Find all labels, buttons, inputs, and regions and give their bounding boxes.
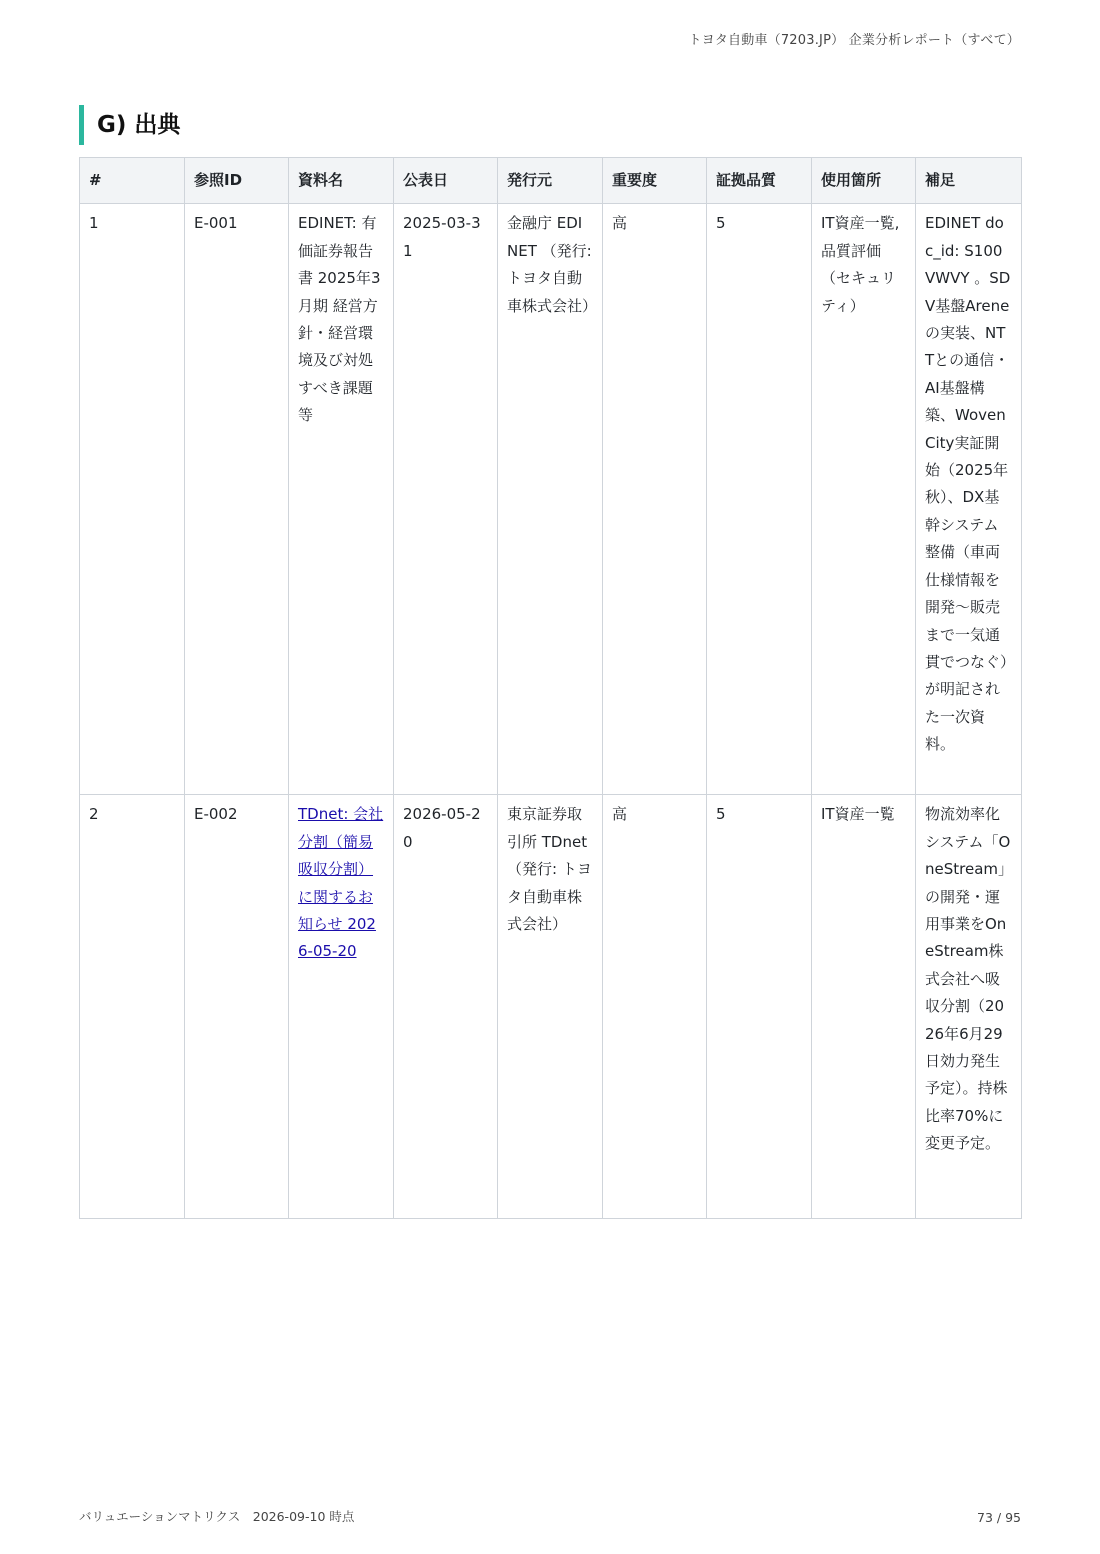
- section-title: G) 出典: [79, 105, 180, 145]
- cell-quality: 5: [707, 204, 812, 795]
- column-header-quality: 証拠品質: [707, 158, 812, 204]
- cell-usage: IT資産一覧, 品質評価 （セキュリティ）: [812, 204, 916, 795]
- column-header-doc-name: 資料名: [289, 158, 394, 204]
- column-header-date: 公表日: [394, 158, 498, 204]
- cell-date: 2025-03-31: [394, 204, 498, 795]
- cell-usage: IT資産一覧: [812, 795, 916, 1219]
- table-header-row: [80, 158, 1022, 204]
- column-header-note: 補足: [916, 158, 1022, 204]
- footer-page-number: 73 / 95: [977, 1510, 1021, 1525]
- cell-importance: 高: [603, 204, 707, 795]
- cell-publisher: 金融庁 EDINET （発行: トヨタ自動車株式会社）: [498, 204, 603, 795]
- cell-doc-name: EDINET: 有価証券報告書 2025年3月期 経営方針・経営環境及び対処すべき課題等: [289, 204, 394, 795]
- footer-source-label: バリュエーションマトリクス 2026-09-10 時点: [79, 1509, 355, 1524]
- cell-ref-id: E-001: [185, 204, 289, 795]
- column-header-number: #: [80, 158, 185, 204]
- cell-note: EDINET doc_id: S100VWVY 。SDV基盤Areneの実装、NTTとの通信・AI基盤構築、Woven City実証開始（2025年秋）、DX基幹システム整備（車両仕様情報を開発〜販売まで一気通貫でつなぐ）が明記された一次資料。: [916, 204, 1022, 795]
- running-header: トヨタ自動車（7203.JP） 企業分析レポート（すべて）: [688, 33, 1020, 48]
- table-row: [80, 204, 1022, 795]
- column-header-ref-id: 参照ID: [185, 158, 289, 204]
- cell-note: 物流効率化システム「OneStream」の開発・運用事業をOneStream株式会社へ吸収分割（2026年6月29日効力発生予定）。持株比率70%に変更予定。: [916, 795, 1022, 1219]
- cell-date: 2026-05-20: [394, 795, 498, 1219]
- column-header-importance: 重要度: [603, 158, 707, 204]
- cell-quality: 5: [707, 795, 812, 1219]
- cell-importance: 高: [603, 795, 707, 1219]
- cell-publisher: 東京証券取引所 TDnet （発行: トヨタ自動車株式会社）: [498, 795, 603, 1219]
- column-header-usage: 使用箇所: [812, 158, 916, 204]
- column-header-publisher: 発行元: [498, 158, 603, 204]
- table-row: [80, 795, 1022, 1219]
- sources-table: [79, 157, 1022, 1219]
- cell-doc-name: [289, 795, 394, 1219]
- cell-number: 2: [80, 795, 185, 1219]
- cell-ref-id: E-002: [185, 795, 289, 1219]
- tdnet-document-link[interactable]: TDnet: 会社分割（簡易吸収分割）に関するお知らせ 2026-05-20: [298, 805, 384, 961]
- cell-number: 1: [80, 204, 185, 795]
